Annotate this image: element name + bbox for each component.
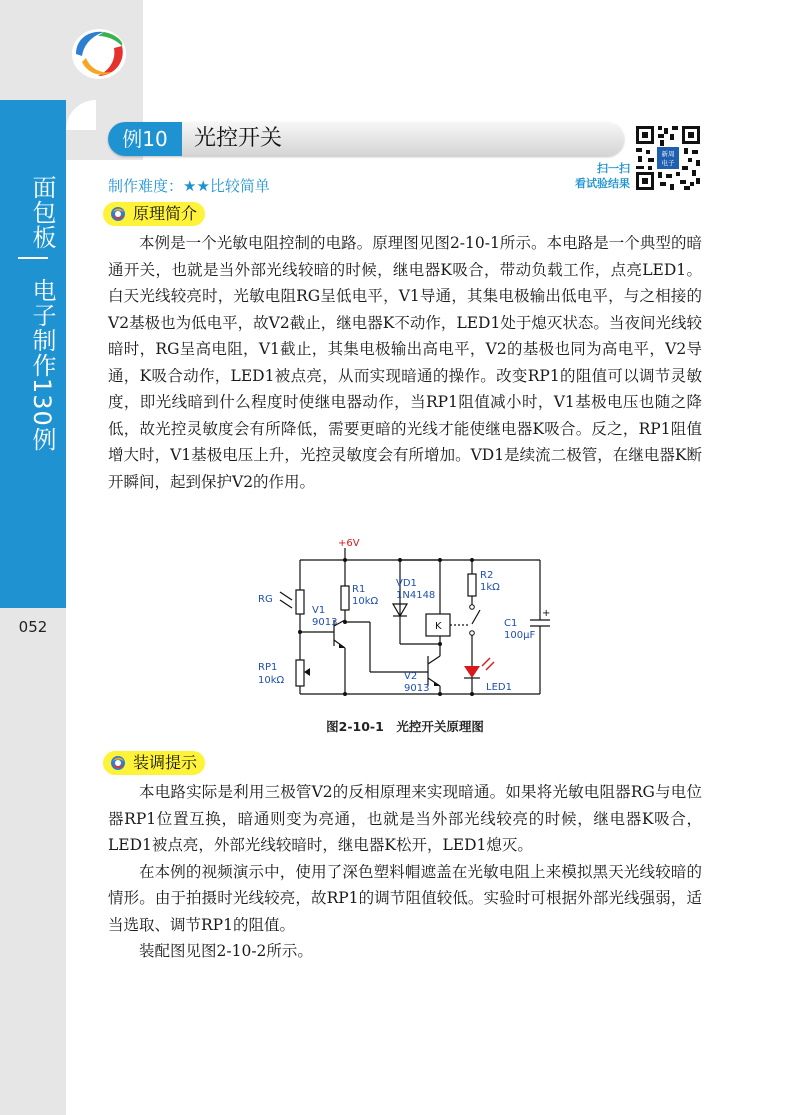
example-header-bar: [108, 122, 624, 156]
assembly-paragraph-1: 本电路实际是利用三极管V2的反相原理来实现暗通。如果将光敏电阻器RG与电位器RP1位置互换，暗通则变为亮通，也就是当外部光线较亮的时候，继电器K吸合，LED1被点亮，外部光线较暗时，继电器K松开，LED1熄灭。: [108, 783, 702, 854]
side-band-lower: [0, 590, 66, 608]
section-tag-label: 原理简介: [133, 204, 198, 223]
label-led: LED1: [486, 682, 512, 693]
circuit-diagram: [250, 534, 570, 714]
qr-caption-line-2: 看试验结果: [575, 177, 630, 190]
side-book-subtitle: 电子制作130例: [28, 278, 56, 452]
example-title: 光控开关: [194, 126, 283, 151]
label-v2-value: 9013: [404, 683, 430, 694]
label-c1-value: 100μF: [504, 630, 536, 641]
difficulty-rating: 制作难度：★★比较简单: [108, 177, 270, 195]
label-v1-name: V1: [312, 605, 326, 616]
label-supply: +6V: [338, 538, 360, 549]
example-number-tab: 例10: [108, 122, 182, 156]
label-r2-name: R2: [480, 570, 494, 581]
label-v2-name: V2: [404, 671, 418, 682]
label-c1-plus: +: [542, 608, 551, 619]
section-tag-assembly: [103, 751, 205, 775]
label-c1-name: C1: [504, 618, 518, 629]
principle-paragraph: [108, 230, 702, 495]
side-book-title: 面包板: [28, 174, 56, 250]
label-vd1-value: 1N4148: [396, 590, 436, 601]
label-r1-name: R1: [352, 584, 366, 595]
label-relay: K: [435, 621, 442, 632]
label-rp1-value: 10kΩ: [258, 675, 285, 686]
label-r2-value: 1kΩ: [480, 582, 500, 593]
assembly-paragraph-2: 在本例的视频演示中，使用了深色塑料帽遮盖在光敏电阻上来模拟黑天光线较暗的情形。由于拍摄时光线较亮，故RP1的调节阻值较低。实验时可根据外部光线强弱，适当选取、调节RP1的阻值。: [108, 862, 702, 934]
assembly-paragraph-3: 装配图见图2-10-2所示。: [139, 942, 313, 960]
qr-caption-line-1: 扫一扫: [597, 162, 630, 175]
qr-code-icon[interactable]: [634, 124, 702, 192]
assembly-paragraphs: [108, 779, 702, 965]
label-vd1-name: VD1: [396, 578, 417, 589]
section-logo-icon: [110, 755, 126, 771]
section-tag-principle: [103, 202, 205, 226]
principle-text: 本例是一个光敏电阻控制的电路。原理图见图2-10-1所示。本电路是一个典型的暗通开关，也就是当外部光线较暗的时候，继电器K吸合，带动负载工作，点亮LED1。白天光线较亮时，光敏电阻RG呈低电平，V1导通，其集电极输出低电平，与之相接的V2基极也为低电平，故V2截止，继电器K不动作，LED1处于熄灭状态。当夜间光线较暗时，RG呈高电阻，V1截止，其集电极输出高电平，V2的基极也同为高电平，V2导通，K吸合动作，LED1被点亮，从而实现暗通的操作。改变RP1的阻值可以调节灵敏度，即光线暗到什么程度时使继电器动作，当RP1阻值减小时，V1基极电压也随之降低，故光控灵敏度会有所降低，需要更暗的光线才能使继电器K吸合。反之，RP1阻值增大时，V1基极电压上升，光控灵敏度会有所增加。VD1是续流二极管，在继电器K断开瞬间，起到保护V2的作用。: [108, 234, 702, 491]
publisher-logo-icon: [68, 24, 130, 82]
label-r1-value: 10kΩ: [352, 596, 379, 607]
side-divider: [18, 257, 48, 259]
side-band-gray: [0, 608, 66, 1115]
figure-caption: 图2-10-1 光控开关原理图: [326, 719, 484, 734]
page-number: 052: [18, 618, 48, 636]
section-tag-label: 装调提示: [133, 753, 198, 772]
qr-badge-text: 新周: [661, 150, 675, 158]
label-rg: RG: [258, 594, 273, 605]
qr-caption: [558, 161, 630, 191]
section-logo-icon: [110, 206, 126, 222]
label-v1-value: 9013: [312, 617, 338, 628]
label-rp1-name: RP1: [258, 662, 278, 673]
svg-text:电子: 电子: [661, 159, 675, 167]
